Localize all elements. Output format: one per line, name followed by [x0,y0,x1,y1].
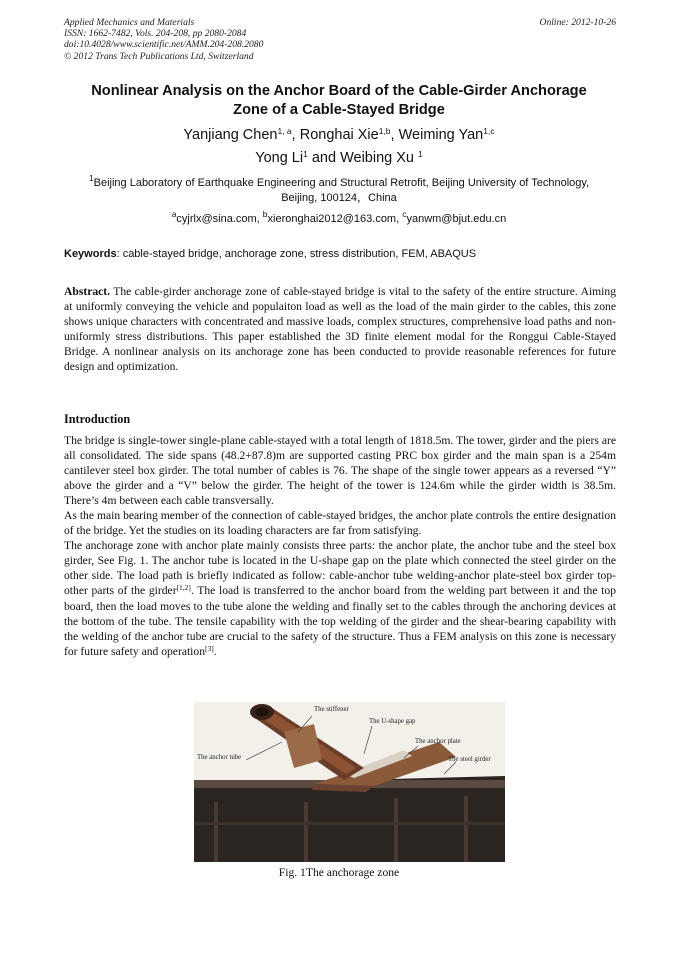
figure-anchorage-zone [194,702,505,862]
affiliation-text: Beijing Laboratory of Earthquake Engineering and Structural Retrofit, Beijing University of Technology, Beijing, 100124，China [93,177,590,204]
abstract-label: Abstract. [64,285,111,298]
introduction-body [64,433,616,659]
author-name: Weibing Xu [340,150,414,166]
citation[interactable]: [1,2] [176,583,191,593]
online-date: Online: 2012-10-26 [539,17,616,28]
email-link[interactable]: cyjrlx@sina.com, [176,213,263,225]
abstract-text: The cable-girder anchorage zone of cable-stayed bridge is vital to the safety of the entire structure. Aiming at uniformly conveying the vehicle and populaiton load as well as the load of the main girder to the cables, this zone shows unique characters with concentrated and massive loads, complex structures, comprehensive load paths and non-uniformly stress distributions. This paper established the 3D finite element modal for the Ronggui Cable-Stayed Bridge. A nonlinear analysis on its anchorage zone has been conducted to provide reasonable references for future design and optimization. [64,285,616,374]
author-affil-mark: 1,b [378,126,391,136]
journal-name: Applied Mechanics and Materials [64,17,195,28]
anchorage-photo [194,702,505,862]
keywords-label: Keywords [64,248,117,260]
journal-header [64,17,616,62]
label-anchor-plate: The anchor plate [415,738,461,745]
author-name: Ronghai Xie [299,127,379,143]
section-heading-introduction: Introduction [64,412,131,426]
paragraph: As the main bearing member of the connection of cable-stayed bridges, the anchor plate controls the entire designation of the bridge. Yet the studies on its loading characters are far from satisfying. [64,509,616,538]
title-line-1: Nonlinear Analysis on the Anchor Board of the Cable-Girder Anchorage [91,83,587,99]
author-name: Yanjiang Chen [183,127,278,143]
author-separator: , [390,127,399,143]
keywords [64,247,616,261]
label-stiffener: The stiffener [314,706,349,713]
paragraph-text: The anchorage zone with anchor plate mainly consists three parts: the anchor plate, the anchor tube and the steel box girder, See Fig. 1. The anchor tube is located in the U-shape gap on the plate which connected the steel girder on the other side. The load path is briefly indicated as follow: cable-anchor tube welding-anchor plate-steel box girder top-other parts of the girder [64,539,616,598]
email-mark: c [402,209,407,219]
author-affil-mark: 1, a [277,126,292,136]
author-name: Weiming Yan [398,127,484,143]
author-affil-mark: 1 [303,149,308,159]
title-line-2: Zone of a Cable-Stayed Bridge [233,101,445,118]
affiliation [70,173,608,205]
author-separator: , [291,127,300,143]
paragraph: The bridge is single-tower single-plane cable-stayed with a total length of 1818.5m. The tower, girder and the piers are all consolidated. The side spans (48.2+87.8)m are supported casting PRC box girder and the main span is a 254m cantilever steel box girder. The total number of cables is 76. The shape of the single tower appears as a reversed “Y” above the girder and a “V” below the girder. The height of the tower is 124.6m while the girder width is 38.5m. There’s 4m between each cable transversally. [64,434,616,508]
label-u-shape-gap: The U-shape gap [369,718,416,725]
label-steel-girder: The steel girder [448,756,491,763]
author-emails [40,209,638,226]
email-mark: a [171,209,177,219]
email-mark: b [262,209,268,219]
issn: ISSN: 1662-7482, Vols. 204-208, pp 2080-2084 [64,28,247,40]
author-affil-mark: 1 [418,149,423,159]
label-anchor-tube: The anchor tube [197,754,242,761]
author-list [40,124,638,170]
authors-line-1 [40,124,638,147]
email-link[interactable]: yanwm@bjut.edu.cn [406,213,507,225]
paper-title [40,82,638,119]
paragraph-text: . [213,644,217,658]
abstract [64,284,616,375]
paragraph-text: . The load is transferred to the anchor board from the welding part between it and the top board, then the load moves to the tube alone the welding and finally set to the cables through the anchoring devices at the bottom of the tube. The tensile capability with the top welding of the girder and the shear-bearing capability with the welding of the anchor tube are crucial to the safety of the structure. Thus a FEM analysis on this zone is necessary for future safety and operation [64,584,616,658]
doi: doi:10.4028/www.scientific.net/AMM.204-208.2080 [64,39,264,51]
figure-caption: Fig. 1The anchorage zone [278,866,400,879]
citation[interactable]: [3] [205,643,214,653]
email-link[interactable]: xieronghai2012@163.com, [267,213,403,225]
affiliation-mark: 1 [88,173,94,183]
copyright: © 2012 Trans Tech Publications Ltd, Switzerland [64,50,254,62]
author-name: Yong Li [255,150,304,166]
paragraph [64,538,616,658]
keywords-text: : cable-stayed bridge, anchorage zone, stress distribution, FEM, ABAQUS [116,248,477,260]
authors-line-2 [40,147,638,170]
author-affil-mark: 1,c [483,126,495,136]
author-and: and [307,150,341,166]
